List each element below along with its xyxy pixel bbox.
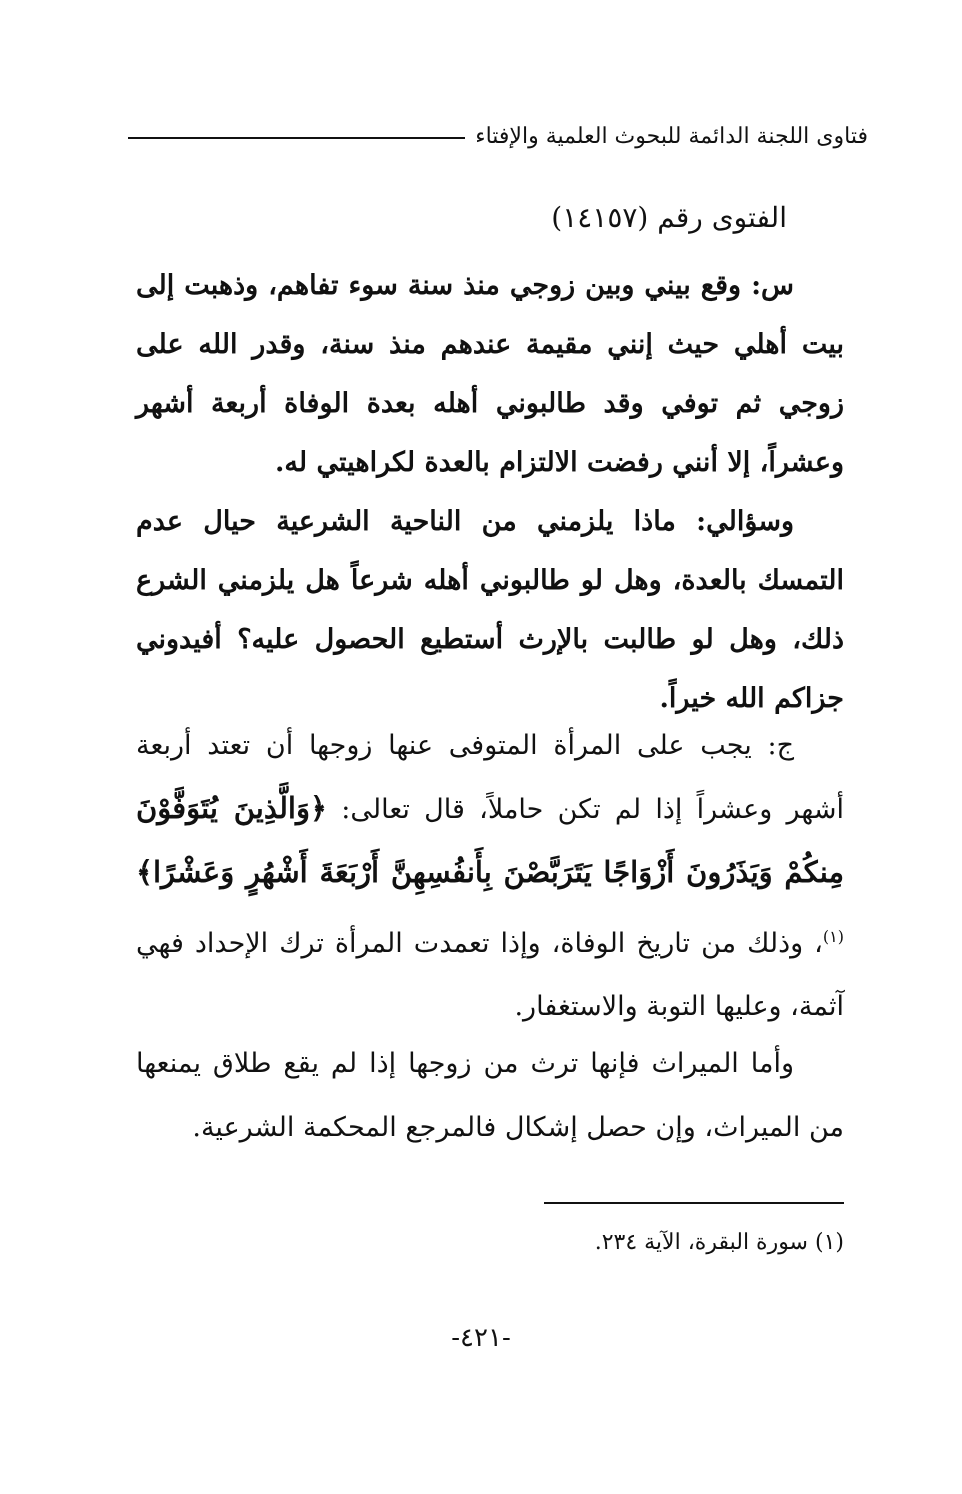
question-followup-paragraph: وسؤالي: ماذا يلزمني من الناحية الشرعية حيال عدم التمسك بالعدة، وهل لو طالبوني أهله شرعاً هل يلزمني الشرع ذلك، وهل لو طالبت بالإرث أستطيع الحصول عليه؟ أفيدوني جزاكم الله خيراً. — [136, 506, 844, 714]
answer-paragraph — [136, 714, 844, 1038]
page-number: -٤٢١- — [451, 1323, 511, 1353]
question-section — [136, 256, 844, 728]
answer-rest: ، وذلك من تاريخ الوفاة، وإذا تعمدت المرأة ترك الإحداد فهي آثمة، وعليها التوبة والاستغفار. — [136, 928, 844, 1022]
answer-intro: ج: يجب على المرأة المتوفى عنها زوجها أن تعتد أربعة أشهر وعشراً إذا لم تكن حاملاً، قال تعالى: — [136, 730, 844, 825]
inheritance-section — [136, 1032, 844, 1160]
answer-section — [136, 714, 844, 1038]
question-paragraph: س: وقع بيني وبين زوجي منذ سنة سوء تفاهم، وذهبت إلى بيت أهلي حيث إنني مقيمة عندهم منذ سنة، وقدر الله على زوجي ثم توفي وقد طالبوني أهله بعدة الوفاة أربعة أشهر وعشراً، إلا أنني رفضت الالتزام بالعدة لكراهيتي له. — [136, 270, 844, 478]
footnote-reference: (١) — [822, 927, 844, 946]
fatwa-number: الفتوى رقم (١٤١٥٧) — [551, 201, 787, 234]
footnote: (١) سورة البقرة، الآية ٢٣٤. — [594, 1230, 844, 1255]
inheritance-paragraph: وأما الميراث فإنها ترث من زوجها إذا لم يقع طلاق يمنعها من الميراث، وإن حصل إشكال فالمرجع المحكمة الشرعية. — [136, 1048, 844, 1143]
running-header — [128, 116, 868, 156]
header-title: فتاوى اللجنة الدائمة للبحوث العلمية والإفتاء — [475, 123, 868, 149]
quran-verse: ﴿وَالَّذِينَ يُتَوَفَّوْنَ مِنكُمْ وَيَذَرُونَ أَزْوَاجًا يَتَرَبَّصْنَ بِأَنفُسِهِنَّ أَرْبَعَةَ أَشْهُرٍ وَعَشْرًا﴾ — [136, 791, 844, 889]
header-rule — [128, 137, 465, 139]
footnote-rule — [544, 1202, 844, 1204]
